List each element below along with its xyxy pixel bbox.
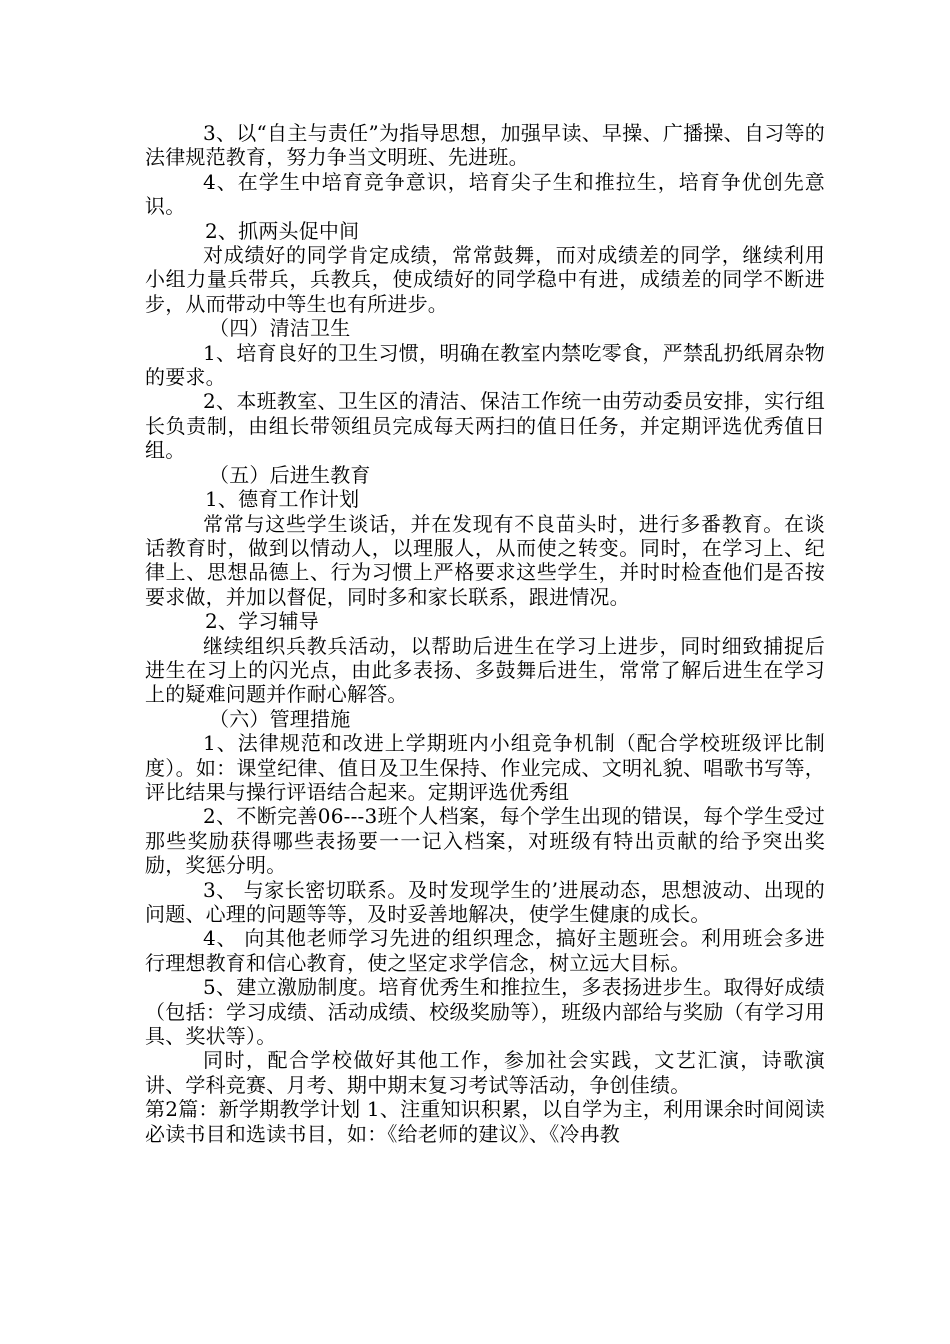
paragraph-measure-1: 1、法律规范和改进上学期班内小组竞争机制（配合学校班级评比制度）。如：课堂纪律、值日及卫生保持、作业完成、文明礼貌、唱歌书写等，评比结果与操行评语结合起来。定期评选优秀组 (145, 731, 825, 804)
paragraph-moral-education: 常常与这些学生谈话，并在发现有不良苗头时，进行多番教育。在谈话教育时，做到以情动人，以理服人，从而使之转变。同时，在学习上、纪律上、思想品德上、行为习惯上严格要求这些学生，并时时检查他们是否按要求做，并加以督促，同时多和家长联系，跟进情况。 (145, 511, 825, 609)
paragraph-competition-awareness: 4、在学生中培育竞争意识，培育尖子生和推拉生，培育争优创先意识。 (145, 169, 825, 219)
heading-underachiever-education: （五）后进生教育 (209, 462, 371, 487)
paragraph-hygiene-habits: 1、培育良好的卫生习惯，明确在教室内禁吃零食，严禁乱扔纸屑杂物的要求。 (145, 340, 825, 390)
paragraph-measure-2: 2、不断完善06---3班个人档案，每个学生出现的错误，每个学生受过那些奖励获得哪些表扬要一一记入档案，对班级有特出贡献的给予突出奖励，奖惩分明。 (145, 804, 825, 878)
heading-study-tutoring: 2、学习辅导 (205, 609, 319, 634)
paragraph-hygiene-duty: 2、本班教室、卫生区的清洁、保洁工作统一由劳动委员安排，实行组长负责制，由组长带领组员完成每天两扫的值日任务，并定期评选优秀值日组。 (145, 389, 825, 463)
paragraph-measure-4: 4、 向其他老师学习先进的组织理念，搞好主题班会。利用班会多进行理想教育和信心教育，使之坚定求学信念，树立远大目标。 (145, 926, 825, 975)
document-body (145, 121, 825, 1146)
paragraph-self-discipline: 3、以“自主与责任”为指导思想，加强早读、早操、广播操、自习等的法律规范教育，努力争当文明班、先进班。 (145, 121, 825, 170)
paragraph-measure-3: 3、 与家长密切联系。及时发现学生的’进展动态，思想波动、出现的问题、心理的问题等等，及时妥善地解决，使学生健康的成长。 (145, 877, 825, 926)
heading-grasp-both-ends: 2、抓两头促中间 (205, 218, 360, 243)
paragraph-measure-5: 5、建立激励制度。培育优秀生和推拉生，多表扬进步生。取得好成绩（包括：学习成绩、活动成绩、校级奖励等），班级内部给与奖励（有学习用具、奖状等）。 (145, 975, 825, 1049)
paragraph-grasp-both-ends: 对成绩好的同学肯定成绩，常常鼓舞，而对成绩差的同学，继续利用小组力量兵带兵，兵教兵，使成绩好的同学稳中有进，成绩差的同学不断进步，从而带动中等生也有所进步。 (145, 243, 825, 316)
heading-moral-education-plan: 1、德育工作计划 (205, 487, 360, 512)
paragraph-second-article: 第2篇：新学期教学计划 1、注重知识积累，以自学为主，利用课余时间阅读必读书目和选读书目，如：《给老师的建议》、《冷冉教 (145, 1097, 825, 1146)
paragraph-study-tutoring: 继续组织兵教兵活动，以帮助后进生在学习上进步，同时细致捕捉后进生在习上的闪光点，由此多表扬、多鼓舞后进生，常常了解后进生在学习上的疑难问题并作耐心解答。 (145, 633, 825, 707)
paragraph-other-work: 同时，配合学校做好其他工作，参加社会实践，文艺汇演，诗歌演讲、学科竞赛、月考、期中期末复习考试等活动，争创佳绩。 (145, 1048, 825, 1097)
heading-management-measures: （六）管理措施 (209, 706, 351, 731)
heading-hygiene: （四）清洁卫生 (209, 316, 351, 341)
